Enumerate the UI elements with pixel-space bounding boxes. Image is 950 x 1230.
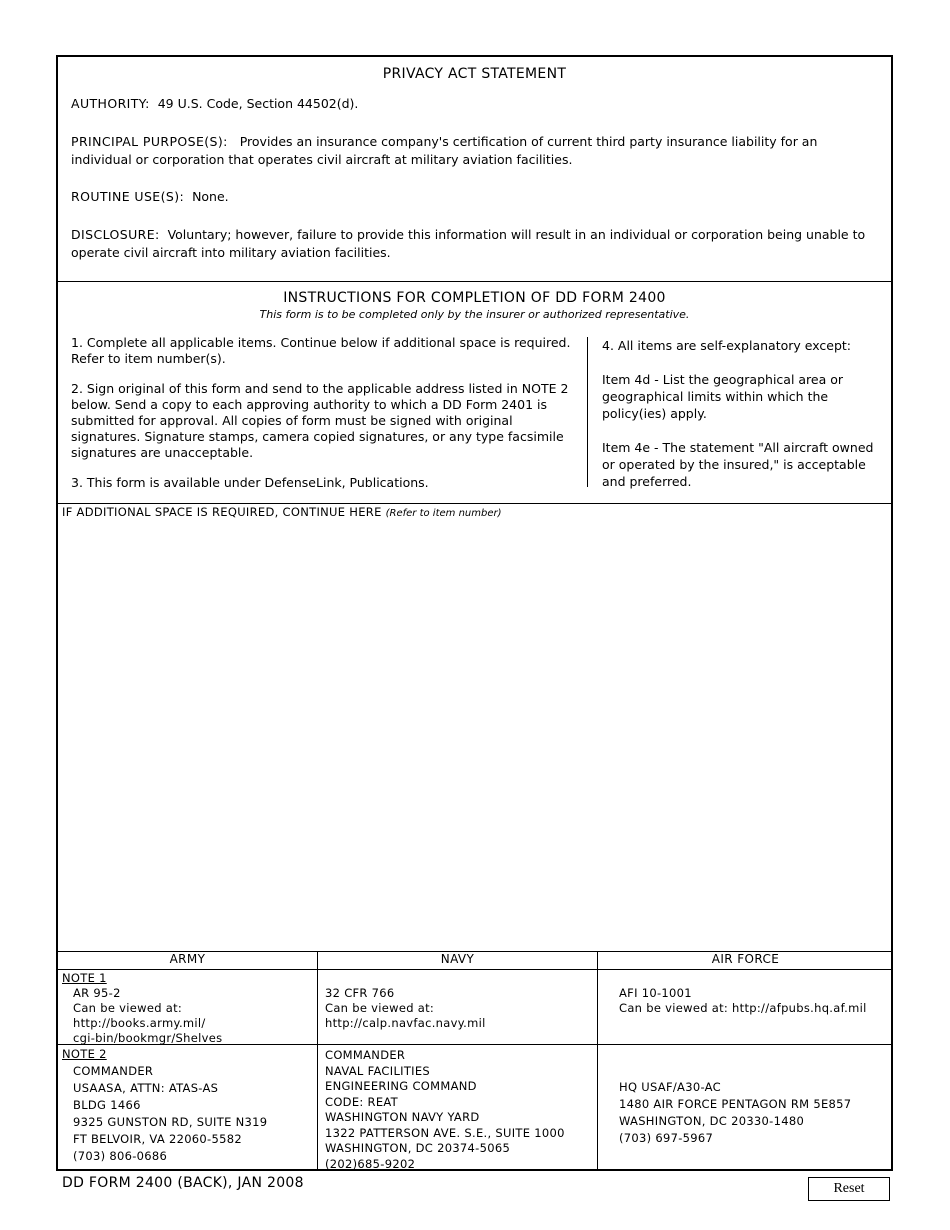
navy-note1-cell [325, 986, 595, 1031]
routine-text: None. [192, 189, 229, 204]
column-divider [587, 337, 588, 487]
navy-address-line: WASHINGTON, DC 20374-5065 [325, 1141, 511, 1155]
navy-address-line: WASHINGTON NAVY YARD [325, 1110, 480, 1124]
af-address-line: WASHINGTON, DC 20330-1480 [619, 1114, 805, 1128]
af-note1-cell [619, 986, 889, 1016]
disclosure-text: Voluntary; however, failure to provide this information will result in an individual or corporation being unable to operate civil aircraft into military aviation facilities. [71, 227, 866, 260]
continuation-field[interactable] [58, 503, 891, 952]
navy-note1-line: 32 CFR 766 [325, 986, 395, 1000]
af-address-line: (703) 697-5967 [619, 1131, 714, 1145]
authority-text: 49 U.S. Code, Section 44502(d). [157, 96, 359, 111]
purpose-text: Provides an insurance company's certification of current third party insurance liability for an individual or corporation that operates civil aircraft at military aviation facilities. [71, 134, 818, 167]
note2-label: NOTE 2 [62, 1047, 107, 1061]
army-address-line: 9325 GUNSTON RD, SUITE N319 [73, 1115, 268, 1129]
continuation-label-text: IF ADDITIONAL SPACE IS REQUIRED, CONTINUE HERE [62, 505, 382, 519]
navy-address-line: CODE: REAT [325, 1094, 398, 1109]
continuation-label [62, 505, 502, 519]
army-note1-line: AR 95-2 [73, 986, 121, 1000]
instructions-left-column [71, 335, 571, 491]
navy-address-line: COMMANDER [325, 1048, 406, 1062]
routine-label: ROUTINE USE(S): [71, 189, 185, 204]
instructions-section [58, 281, 891, 504]
form-identifier: DD FORM 2400 (BACK), JAN 2008 [62, 1175, 304, 1191]
header-army: ARMY [169, 952, 206, 966]
navy-note1-line: Can be viewed at: http://calp.navfac.navy.mil [325, 1001, 486, 1030]
authority-label: AUTHORITY: [71, 96, 150, 111]
header-navy: NAVY [440, 952, 475, 966]
routine-paragraph [71, 188, 877, 206]
instructions-right-column [602, 337, 887, 490]
disclosure-paragraph [71, 226, 877, 262]
af-note1-line: AFI 10-1001 [619, 986, 692, 1000]
table-header-rule [58, 969, 891, 970]
instruction-item-4e: Item 4e - The statement "All aircraft owned or operated by the insured," is acceptable and preferred. [602, 440, 874, 489]
army-note1-line: cgi-bin/bookmgr/Shelves [73, 1031, 223, 1045]
army-note1-cell [62, 971, 314, 1046]
instruction-item-3: 3. This form is available under DefenseLink, Publications. [71, 475, 429, 490]
privacy-act-section [58, 57, 891, 282]
purpose-paragraph [71, 133, 877, 169]
address-table [58, 951, 891, 1171]
af-note2-cell [619, 1079, 889, 1147]
instruction-item-2: 2. Sign original of this form and send to the applicable address listed in NOTE 2 below. Send a copy to each approving authority to which a DD Form 2401 is submitted for approval. All copies of form must be signed with original signatures. Signature stamps, camera copied signatures, or any type facsimile signatures are unacceptable. [71, 381, 569, 460]
reset-button[interactable]: Reset [808, 1177, 890, 1201]
navy-address-line: 1322 PATTERSON AVE. S.E., SUITE 1000 [325, 1125, 565, 1140]
af-address-line: 1480 AIR FORCE PENTAGON RM 5E857 [619, 1097, 852, 1111]
continuation-hint: (Refer to item number) [385, 508, 502, 519]
instruction-item-1: 1. Complete all applicable items. Continue below if additional space is required. Refer to item number(s). [71, 335, 571, 366]
disclosure-label: DISCLOSURE: [71, 227, 160, 242]
army-address-line: BLDG 1466 [73, 1098, 141, 1112]
army-address-line: COMMANDER [73, 1064, 154, 1078]
table-divider-1 [317, 951, 318, 1171]
continuation-value[interactable] [62, 523, 887, 947]
instructions-subtitle: This form is to be completed only by the insurer or authorized representative. [259, 308, 690, 321]
instruction-item-4d: Item 4d - List the geographical area or geographical limits within which the policy(ies) apply. [602, 372, 844, 421]
instruction-item-4: 4. All items are self-explanatory except: [602, 338, 852, 353]
army-address-line: (703) 806-0686 [73, 1149, 168, 1163]
purpose-label: PRINCIPAL PURPOSE(S): [71, 134, 228, 149]
army-address-line: USAASA, ATTN: ATAS-AS [73, 1081, 219, 1095]
header-air-force: AIR FORCE [711, 952, 780, 966]
army-note1-line: Can be viewed at: http://books.army.mil/ [73, 1001, 206, 1030]
privacy-title: PRIVACY ACT STATEMENT [382, 66, 567, 82]
af-note1-line: Can be viewed at: http://afpubs.hq.af.mil [619, 1001, 867, 1015]
dd-form-2400-back [56, 55, 893, 1171]
navy-address-line: ENGINEERING COMMAND [325, 1079, 477, 1093]
table-divider-2 [597, 951, 598, 1171]
authority-paragraph [71, 95, 877, 113]
army-address-line: FT BELVOIR, VA 22060-5582 [73, 1132, 242, 1146]
note1-label: NOTE 1 [62, 971, 107, 985]
af-address-line: HQ USAF/A30-AC [619, 1080, 721, 1094]
instructions-title: INSTRUCTIONS FOR COMPLETION OF DD FORM 2400 [283, 290, 666, 306]
navy-note2-cell [325, 1048, 595, 1172]
navy-address-line: (202)685-9202 [325, 1156, 416, 1171]
army-note2-cell [62, 1046, 314, 1165]
navy-address-line: NAVAL FACILITIES [325, 1063, 431, 1078]
